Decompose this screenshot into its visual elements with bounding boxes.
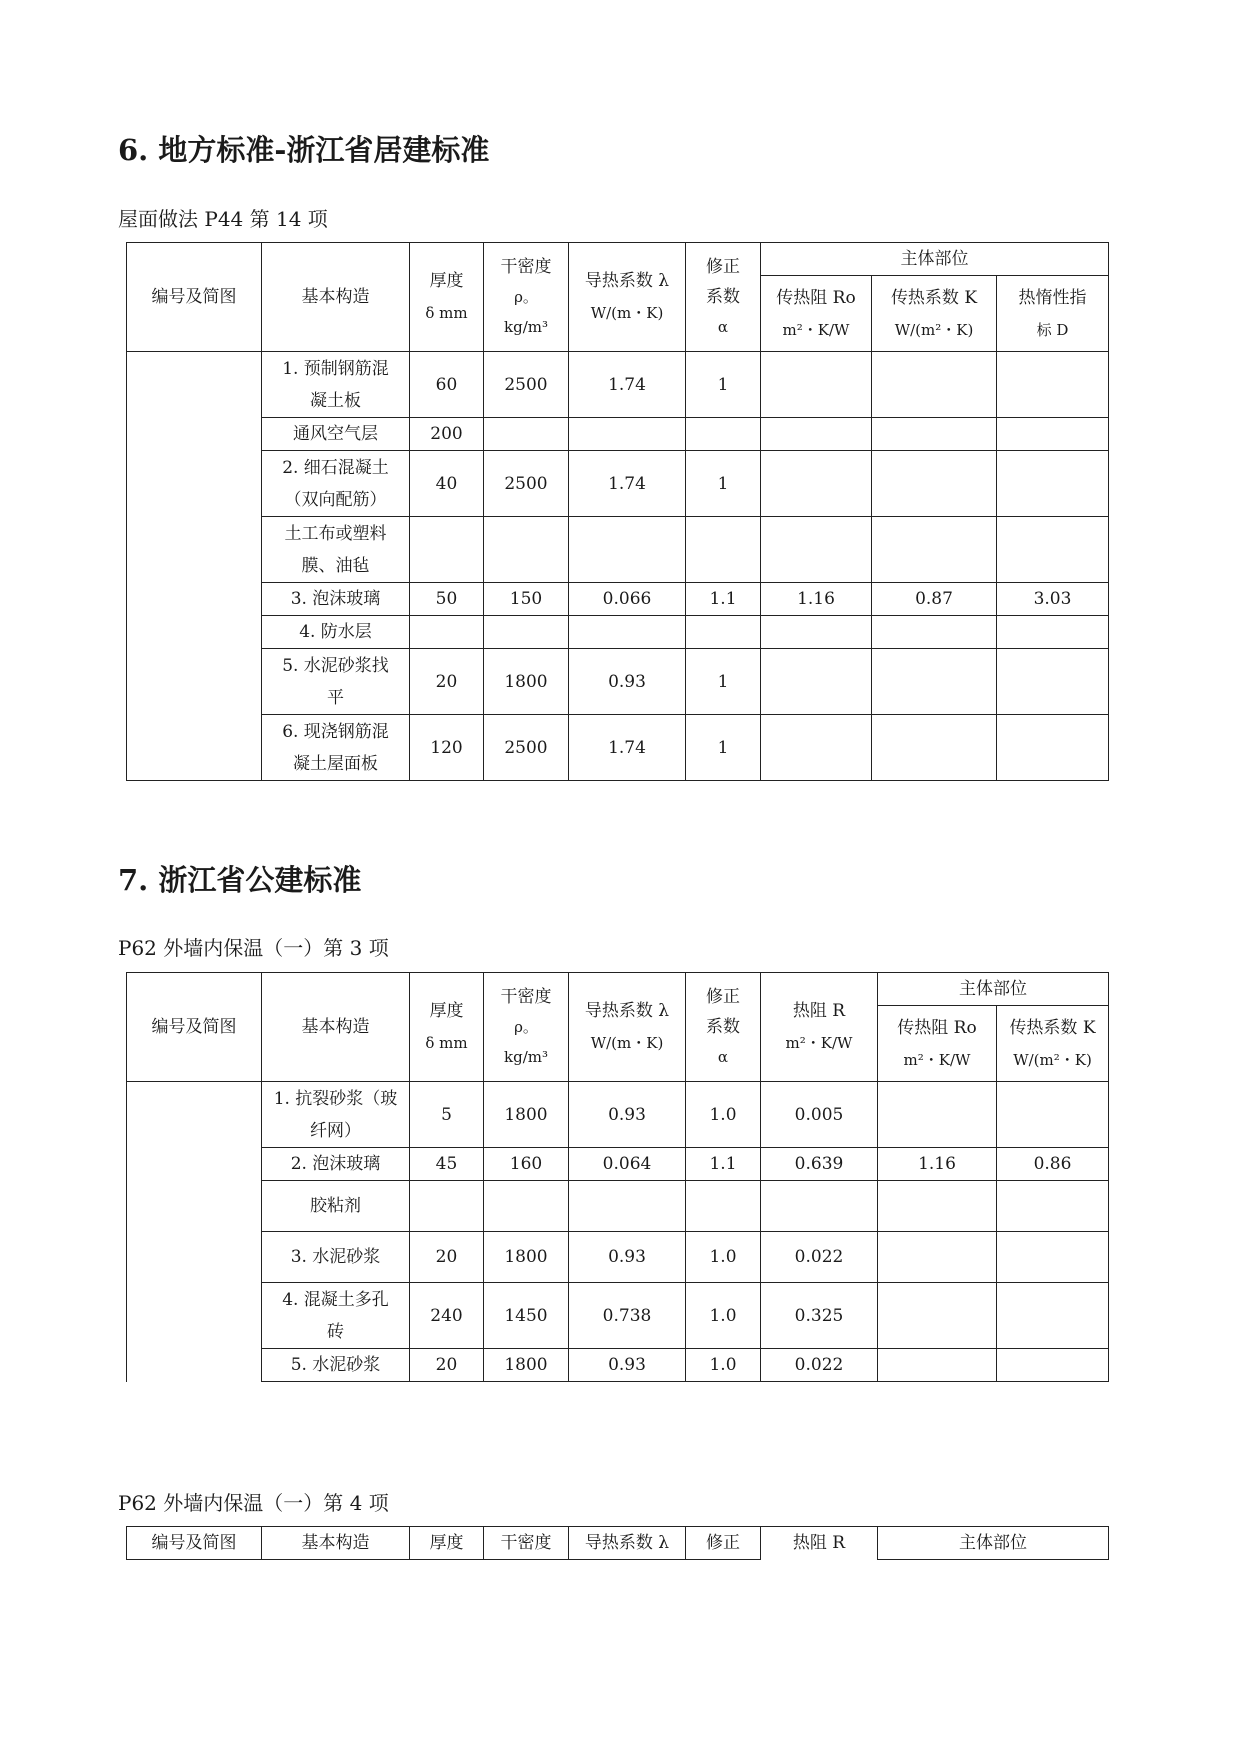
d-cell: 3.03 bbox=[997, 583, 1109, 616]
table-row bbox=[127, 715, 1109, 781]
layer-name: 2. 泡沫玻璃 bbox=[262, 1148, 410, 1181]
density-cell bbox=[484, 517, 569, 583]
table-row bbox=[127, 1181, 1109, 1232]
density-cell: 2500 bbox=[484, 451, 569, 517]
header-resistance: 传热阻 Ro m²・K/W bbox=[761, 276, 872, 352]
thickness-cell: 60 bbox=[410, 352, 484, 418]
ro-cell bbox=[761, 649, 872, 715]
thickness-cell: 200 bbox=[410, 418, 484, 451]
k-cell bbox=[872, 715, 997, 781]
section-6-caption: 屋面做法 P44 第 14 项 bbox=[118, 207, 328, 231]
ro-cell bbox=[878, 1181, 997, 1232]
k-cell bbox=[997, 1283, 1109, 1349]
ro-cell bbox=[761, 451, 872, 517]
ro-cell bbox=[761, 352, 872, 418]
lambda-cell: 1.74 bbox=[569, 352, 686, 418]
section-7-heading: 7. 浙江省公建标准 bbox=[118, 863, 362, 897]
table-row bbox=[127, 616, 1109, 649]
header-thermal-resistance: 热阻 R m²・K/W bbox=[761, 973, 878, 1082]
density-cell: 150 bbox=[484, 583, 569, 616]
r-cell: 0.639 bbox=[761, 1148, 878, 1181]
alpha-cell: 1.1 bbox=[686, 1148, 761, 1181]
k-cell bbox=[997, 1232, 1109, 1283]
density-cell: 1800 bbox=[484, 649, 569, 715]
alpha-cell: 1 bbox=[686, 352, 761, 418]
layer-name: 土工布或塑料 膜、油毡 bbox=[262, 517, 410, 583]
header-transfer: 传热系数 K W/(m²・K) bbox=[872, 276, 997, 352]
layer-name: 5. 水泥砂浆找 平 bbox=[262, 649, 410, 715]
d-cell bbox=[997, 616, 1109, 649]
d-cell bbox=[997, 418, 1109, 451]
header-conductivity: 导热系数 λ W/(m・K) bbox=[569, 973, 686, 1082]
table-row bbox=[127, 649, 1109, 715]
alpha-cell bbox=[686, 418, 761, 451]
layer-name: 4. 防水层 bbox=[262, 616, 410, 649]
header-inertia: 热惰性指 标 D bbox=[997, 276, 1109, 352]
density-cell: 2500 bbox=[484, 352, 569, 418]
header-thermal-resistance: 热阻 R bbox=[761, 1527, 878, 1560]
lambda-cell: 0.066 bbox=[569, 583, 686, 616]
header-correction: 修正 bbox=[686, 1527, 761, 1560]
density-cell: 1800 bbox=[484, 1349, 569, 1382]
layer-name: 3. 水泥砂浆 bbox=[262, 1232, 410, 1283]
density-cell bbox=[484, 1181, 569, 1232]
section-8-caption: P62 外墙内保温（一）第 4 项 bbox=[118, 1491, 389, 1515]
section-7-caption: P62 外墙内保温（一）第 3 项 bbox=[118, 936, 389, 960]
k-cell bbox=[872, 649, 997, 715]
ro-cell bbox=[761, 418, 872, 451]
k-cell bbox=[872, 418, 997, 451]
ro-cell: 1.16 bbox=[878, 1148, 997, 1181]
d-cell bbox=[997, 517, 1109, 583]
header-density: 干密度 bbox=[484, 1527, 569, 1560]
ro-cell bbox=[761, 715, 872, 781]
header-code: 编号及简图 bbox=[127, 973, 262, 1082]
ro-cell bbox=[878, 1082, 997, 1148]
lambda-cell bbox=[569, 1181, 686, 1232]
header-correction: 修正 系数 α bbox=[686, 243, 761, 352]
r-cell: 0.022 bbox=[761, 1232, 878, 1283]
density-cell: 1800 bbox=[484, 1232, 569, 1283]
header-correction: 修正 系数 α bbox=[686, 973, 761, 1082]
d-cell bbox=[997, 352, 1109, 418]
header-density: 干密度 ρ。 kg/m³ bbox=[484, 243, 569, 352]
layer-name: 3. 泡沫玻璃 bbox=[262, 583, 410, 616]
thickness-cell: 120 bbox=[410, 715, 484, 781]
alpha-cell: 1 bbox=[686, 451, 761, 517]
r-cell: 0.325 bbox=[761, 1283, 878, 1349]
ro-cell: 1.16 bbox=[761, 583, 872, 616]
diagram-cell bbox=[127, 352, 262, 781]
header-thickness: 厚度 δ mm bbox=[410, 243, 484, 352]
layer-name: 5. 水泥砂浆 bbox=[262, 1349, 410, 1382]
density-cell: 1800 bbox=[484, 1082, 569, 1148]
thickness-cell: 20 bbox=[410, 1232, 484, 1283]
layer-name: 4. 混凝土多孔 砖 bbox=[262, 1283, 410, 1349]
lambda-cell: 0.93 bbox=[569, 649, 686, 715]
header-construction: 基本构造 bbox=[262, 1527, 410, 1560]
ro-cell bbox=[878, 1232, 997, 1283]
alpha-cell: 1.0 bbox=[686, 1349, 761, 1382]
lambda-cell: 0.93 bbox=[569, 1082, 686, 1148]
ro-cell bbox=[761, 616, 872, 649]
header-resistance: 传热阻 Ro m²・K/W bbox=[878, 1006, 997, 1082]
wall-spec-table bbox=[126, 972, 1109, 1382]
thickness-cell: 240 bbox=[410, 1283, 484, 1349]
diagram-cell bbox=[127, 1082, 262, 1382]
r-cell: 0.005 bbox=[761, 1082, 878, 1148]
r-cell bbox=[761, 1181, 878, 1232]
table-row bbox=[127, 1082, 1109, 1148]
lambda-cell: 1.74 bbox=[569, 715, 686, 781]
header-density: 干密度 ρ。 kg/m³ bbox=[484, 973, 569, 1082]
layer-name: 胶粘剂 bbox=[262, 1181, 410, 1232]
d-cell bbox=[997, 715, 1109, 781]
thickness-cell: 20 bbox=[410, 649, 484, 715]
table-row bbox=[127, 451, 1109, 517]
density-cell: 160 bbox=[484, 1148, 569, 1181]
thickness-cell bbox=[410, 1181, 484, 1232]
layer-name: 6. 现浇钢筋混 凝土屋面板 bbox=[262, 715, 410, 781]
thickness-cell: 20 bbox=[410, 1349, 484, 1382]
lambda-cell bbox=[569, 616, 686, 649]
table-row bbox=[127, 1148, 1109, 1181]
header-code: 编号及简图 bbox=[127, 243, 262, 352]
lambda-cell: 1.74 bbox=[569, 451, 686, 517]
roof-spec-table bbox=[126, 242, 1109, 781]
header-main-part: 主体部位 bbox=[878, 1527, 1109, 1560]
density-cell bbox=[484, 418, 569, 451]
lambda-cell: 0.064 bbox=[569, 1148, 686, 1181]
table-row bbox=[127, 352, 1109, 418]
thickness-cell: 40 bbox=[410, 451, 484, 517]
ro-cell bbox=[878, 1349, 997, 1382]
header-transfer: 传热系数 K W/(m²・K) bbox=[997, 1006, 1109, 1082]
k-cell bbox=[872, 451, 997, 517]
table-row bbox=[127, 583, 1109, 616]
alpha-cell: 1.1 bbox=[686, 583, 761, 616]
wall-spec-table-4 bbox=[126, 1526, 1109, 1560]
k-cell bbox=[872, 352, 997, 418]
density-cell: 2500 bbox=[484, 715, 569, 781]
alpha-cell: 1.0 bbox=[686, 1082, 761, 1148]
d-cell bbox=[997, 649, 1109, 715]
lambda-cell bbox=[569, 418, 686, 451]
thickness-cell: 5 bbox=[410, 1082, 484, 1148]
section-6-heading: 6. 地方标准-浙江省居建标准 bbox=[118, 133, 490, 167]
k-cell bbox=[872, 517, 997, 583]
thickness-cell bbox=[410, 616, 484, 649]
lambda-cell bbox=[569, 517, 686, 583]
alpha-cell bbox=[686, 616, 761, 649]
table-row bbox=[127, 517, 1109, 583]
layer-name: 1. 抗裂砂浆（玻 纤网） bbox=[262, 1082, 410, 1148]
layer-name: 1. 预制钢筋混 凝土板 bbox=[262, 352, 410, 418]
table-row bbox=[127, 418, 1109, 451]
table-row bbox=[127, 1232, 1109, 1283]
table-row bbox=[127, 1349, 1109, 1382]
alpha-cell: 1 bbox=[686, 715, 761, 781]
k-cell bbox=[872, 616, 997, 649]
r-cell: 0.022 bbox=[761, 1349, 878, 1382]
lambda-cell: 0.93 bbox=[569, 1349, 686, 1382]
table-row bbox=[127, 1283, 1109, 1349]
lambda-cell: 0.738 bbox=[569, 1283, 686, 1349]
thickness-cell: 45 bbox=[410, 1148, 484, 1181]
k-cell bbox=[997, 1349, 1109, 1382]
header-conductivity: 导热系数 λ W/(m・K) bbox=[569, 243, 686, 352]
header-main-part: 主体部位 bbox=[761, 243, 1109, 276]
header-construction: 基本构造 bbox=[262, 973, 410, 1082]
header-conductivity: 导热系数 λ bbox=[569, 1527, 686, 1560]
k-cell bbox=[997, 1082, 1109, 1148]
d-cell bbox=[997, 451, 1109, 517]
alpha-cell: 1.0 bbox=[686, 1283, 761, 1349]
header-thickness: 厚度 δ mm bbox=[410, 973, 484, 1082]
header-construction: 基本构造 bbox=[262, 243, 410, 352]
lambda-cell: 0.93 bbox=[569, 1232, 686, 1283]
ro-cell bbox=[878, 1283, 997, 1349]
header-code: 编号及简图 bbox=[127, 1527, 262, 1560]
alpha-cell: 1.0 bbox=[686, 1232, 761, 1283]
k-cell: 0.87 bbox=[872, 583, 997, 616]
alpha-cell: 1 bbox=[686, 649, 761, 715]
alpha-cell bbox=[686, 517, 761, 583]
layer-name: 通风空气层 bbox=[262, 418, 410, 451]
header-main-part: 主体部位 bbox=[878, 973, 1109, 1006]
k-cell bbox=[997, 1181, 1109, 1232]
thickness-cell: 50 bbox=[410, 583, 484, 616]
density-cell bbox=[484, 616, 569, 649]
layer-name: 2. 细石混凝土 （双向配筋） bbox=[262, 451, 410, 517]
alpha-cell bbox=[686, 1181, 761, 1232]
ro-cell bbox=[761, 517, 872, 583]
thickness-cell bbox=[410, 517, 484, 583]
header-thickness: 厚度 bbox=[410, 1527, 484, 1560]
k-cell: 0.86 bbox=[997, 1148, 1109, 1181]
density-cell: 1450 bbox=[484, 1283, 569, 1349]
